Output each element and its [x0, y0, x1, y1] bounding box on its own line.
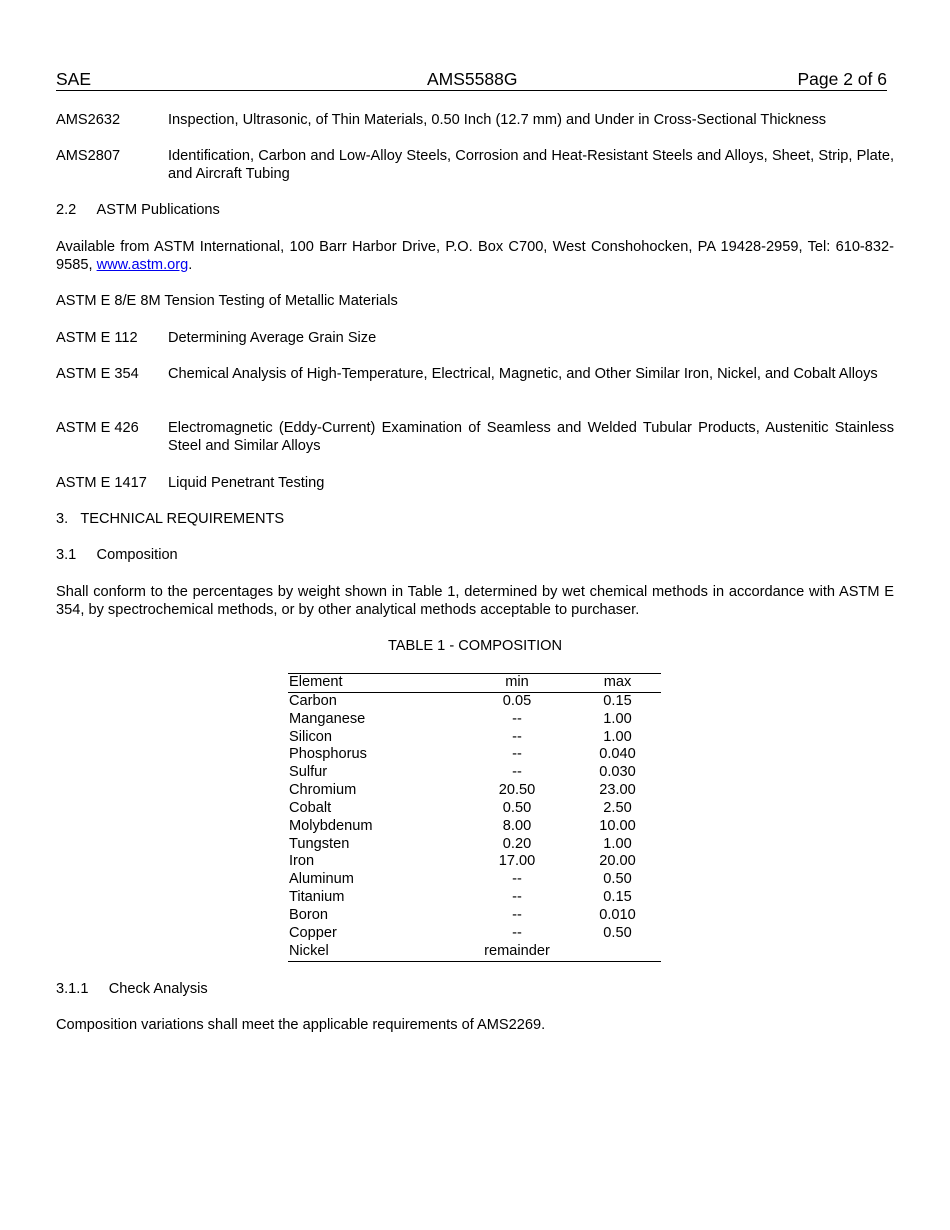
header-min: min [505, 674, 529, 690]
ref-astm-e8: ASTM E 8/E 8M Tension Testing of Metallic Materials [56, 293, 398, 309]
min-cell: -- [512, 871, 522, 888]
ref-desc: Determining Average Grain Size [168, 330, 377, 346]
max-cell: 1.00 [603, 728, 632, 745]
max-cell: 0.030 [599, 764, 636, 781]
header-org: SAE [56, 69, 92, 89]
min-cell: 8.00 [502, 817, 532, 834]
table-row [288, 818, 661, 836]
element-cell: Silicon [289, 728, 332, 745]
min-cell: -- [512, 764, 522, 781]
max-cell: 23.00 [599, 782, 636, 799]
element-cell: Boron [289, 906, 328, 923]
table-row [288, 836, 661, 854]
element-cell: Chromium [289, 782, 357, 799]
ref-code: ASTM E 426 [56, 420, 139, 436]
ref-desc: Electromagnetic (Eddy-Current) Examination of Seamless and Welded Tubular Products, Austenitic Stainless Steel and Similar Alloys [168, 420, 894, 454]
ref-desc: Chemical Analysis of High-Temperature, Electrical, Magnetic, and Other Similar Iron, Nickel, and Cobalt Alloys [168, 366, 878, 382]
element-cell: Cobalt [289, 799, 332, 816]
table-row [288, 871, 661, 889]
composition-table [288, 673, 661, 962]
max-cell: 0.040 [599, 746, 636, 763]
table-row [288, 853, 661, 871]
max-cell: 0.50 [603, 871, 632, 888]
page-header [56, 68, 887, 91]
min-cell: 20.50 [498, 782, 536, 799]
header-doc-number: AMS5588G [427, 69, 518, 89]
header-element: Element [289, 674, 343, 690]
table-row [288, 782, 661, 800]
element-cell: Titanium [289, 889, 345, 906]
ref-desc: Liquid Penetrant Testing [168, 475, 325, 491]
header-max: max [603, 674, 632, 690]
max-cell: 1.00 [603, 835, 632, 852]
max-cell: 0.15 [603, 889, 632, 906]
max-cell: 0.50 [603, 924, 632, 941]
element-cell: Copper [289, 924, 337, 941]
section-3-1-body: Shall conform to the percentages by weight shown in Table 1, determined by wet chemical methods in accordance with ASTM E 354, by spectrochemical methods, or by other analytical methods acceptable to purchaser. [56, 584, 894, 618]
element-cell: Sulfur [289, 764, 328, 781]
ref-code: ASTM E 1417 [56, 475, 147, 491]
element-cell: Iron [289, 853, 315, 870]
element-cell: Nickel [289, 942, 329, 959]
ref-astm-e112 [56, 329, 894, 347]
min-cell: remainder [484, 942, 550, 959]
section-2-2-heading: 2.2 ASTM Publications [56, 202, 220, 218]
ref-ams2632 [56, 111, 894, 129]
section-3-1-heading: 3.1 Composition [56, 547, 178, 563]
min-cell: 0.50 [502, 799, 532, 816]
table-row [288, 925, 661, 943]
table-row [288, 907, 661, 925]
header-page-number: Page 2 of 6 [797, 69, 887, 89]
min-cell: -- [512, 710, 522, 727]
table-row [288, 729, 661, 747]
availability-period: . [188, 257, 193, 273]
min-cell: -- [512, 924, 522, 941]
table-row [288, 746, 661, 764]
max-cell [574, 943, 661, 961]
min-cell: -- [512, 746, 522, 763]
ref-code: AMS2632 [56, 112, 121, 128]
min-cell: 0.20 [502, 835, 532, 852]
element-cell: Phosphorus [289, 746, 367, 763]
table-row [288, 711, 661, 729]
ref-ams2807 [56, 147, 894, 183]
element-cell: Aluminum [289, 871, 354, 888]
section-3-1-1-heading: 3.1.1 Check Analysis [56, 981, 208, 997]
min-cell: -- [512, 906, 522, 923]
element-cell: Tungsten [289, 835, 350, 852]
min-cell: -- [512, 889, 522, 906]
table-row [288, 889, 661, 907]
max-cell: 1.00 [603, 710, 632, 727]
table-row [288, 800, 661, 818]
min-cell: 0.05 [502, 692, 532, 709]
max-cell: 0.010 [599, 906, 636, 923]
table-1-title: TABLE 1 - COMPOSITION [387, 638, 563, 654]
table-row [288, 943, 661, 961]
ref-desc: Inspection, Ultrasonic, of Thin Materials, 0.50 Inch (12.7 mm) and Under in Cross-Sectional Thickness [168, 112, 827, 128]
ref-astm-e1417 [56, 474, 894, 492]
max-cell: 2.50 [603, 799, 632, 816]
min-cell: -- [512, 728, 522, 745]
astm-website-link[interactable]: www.astm.org [96, 257, 189, 273]
max-cell: 20.00 [599, 853, 636, 870]
table-row [288, 692, 661, 710]
element-cell: Manganese [289, 710, 366, 727]
element-cell: Carbon [289, 692, 337, 709]
max-cell: 10.00 [599, 817, 636, 834]
section-3-heading: 3. TECHNICAL REQUIREMENTS [56, 511, 285, 527]
ref-code: ASTM E 112 [56, 330, 138, 346]
astm-availability-paragraph [56, 238, 894, 274]
max-cell: 0.15 [603, 692, 632, 709]
element-cell: Molybdenum [289, 817, 373, 834]
min-cell: 17.00 [498, 853, 536, 870]
ref-desc: Identification, Carbon and Low-Alloy Steels, Corrosion and Heat-Resistant Steels and Alloys, Sheet, Strip, Plate, and Aircraft Tubing [168, 148, 894, 182]
ref-code: ASTM E 354 [56, 366, 139, 382]
ref-astm-e426 [56, 419, 894, 455]
availability-text: Available from ASTM International, 100 Barr Harbor Drive, P.O. Box C700, West Conshohocken, PA 19428-2959, Tel: 610-832-9585, [56, 239, 894, 273]
ref-astm-e354 [56, 365, 894, 383]
table-row [288, 764, 661, 782]
table-header-row [288, 674, 661, 693]
section-3-1-1-body: Composition variations shall meet the applicable requirements of AMS2269. [56, 1017, 546, 1033]
ref-code: AMS2807 [56, 148, 121, 164]
